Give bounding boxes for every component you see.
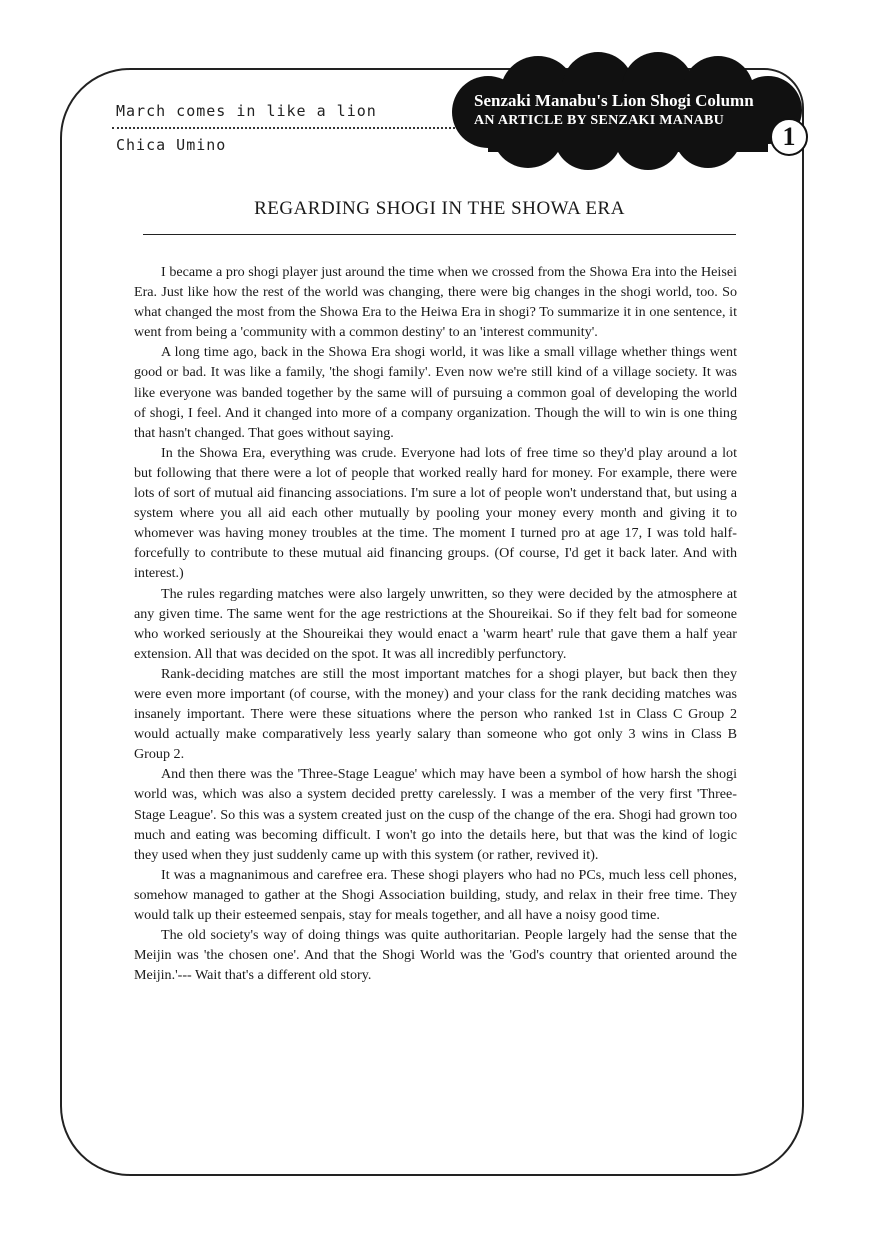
article-title: REGARDING SHOGI IN THE SHOWA ERA (254, 198, 625, 219)
column-banner-text (474, 90, 794, 130)
article-paragraph: The rules regarding matches were also largely unwritten, so they were decided by the atmosphere at any given time. The same went for the age restrictions at the Shoureikai. So if they felt bad for someone who worked seriously at the Shoureikai they would enact a 'warm heart' rule that gave them a half year extension. All that was decided on the spot. It was all incredibly perfunctory. (134, 585, 737, 662)
article-body (134, 262, 737, 985)
issue-number-badge: 1 (770, 118, 808, 156)
title-underline (143, 234, 736, 235)
article-paragraph: In the Showa Era, everything was crude. Everyone had lots of free time so they'd play around a lot but following that there were a lot of people that worked really hard for money. For example, there were lots of sort of mutual aid financing associations. I'm sure a lot of people won't understand that, but using a system where you all aid each other mutually by pooling your money every month and giving it to whomever was having money troubles at the time. The moment I turned pro at age 17, I was told half-forcefully to contribute to these mutual aid financing groups. (Of course, I'd get it back later. And with interest.) (134, 444, 737, 582)
dotted-divider (112, 127, 467, 129)
column-title: Senzaki Manabu's Lion Shogi Column (474, 91, 754, 110)
article-paragraph: It was a magnanimous and carefree era. These shogi players who had no PCs, much less cell phones, somehow managed to gather at the Shogi Association building, study, and relax in their free time. They would talk up their esteemed senpais, stay for meals together, and all have a noisy good time. (134, 866, 737, 923)
author-name: Chica Umino (116, 136, 227, 154)
article-paragraph: And then there was the 'Three-Stage League' which may have been a symbol of how harsh the shogi world was, which was also a system decided pretty carelessly. I was a member of the very first 'Three-Stage League'. So this was a system created just on the cusp of the change of the era. Shogi had grown too much and eating was becoming difficult. I won't go into the details here, but that was the kind of logic they used when they just suddenly came up with this system (or rather, revived it). (134, 766, 737, 863)
article-paragraph: I became a pro shogi player just around the time when we crossed from the Showa Era into the Heisei Era. Just like how the rest of the world was changing, there were big changes in the shogi world, too. So what changed the most from the Showa Era to the Heiwa Era in shogi? To summarize it in one sentence, it went from being a 'community with a common destiny' to an 'interest community'. (134, 264, 737, 341)
article-paragraph: The old society's way of doing things was quite authoritarian. People largely had the sense that the Meijin was 'the chosen one'. And that the Shogi World was the 'God's country that oriented around the Meijin.'--- Wait that's a different old story. (134, 927, 737, 984)
column-subtitle: AN ARTICLE BY SENZAKI MANABU (474, 113, 725, 128)
series-title: March comes in like a lion (116, 102, 377, 120)
article-paragraph: A long time ago, back in the Showa Era shogi world, it was like a small village whether things went good or bad. It was like a family, 'the shogi family'. Even now we're still kind of a village society. It was like everyone was banded together by the same will of pursuing a common goal of developing the world of shogi, I feel. And it changed into more of a company organization. Though the will to win is one thing that hasn't changed. That goes without saying. (134, 344, 737, 441)
article-paragraph: Rank-deciding matches are still the most important matches for a shogi player, but back then they were even more important (of course, with the money) and your class for the rank deciding matches was insanely important. There were these situations where the person who ranked 1st in Class C Group 2 would actually make comparatively less yearly salary than someone who got only 3 wins in Class B Group 2. (134, 665, 737, 763)
